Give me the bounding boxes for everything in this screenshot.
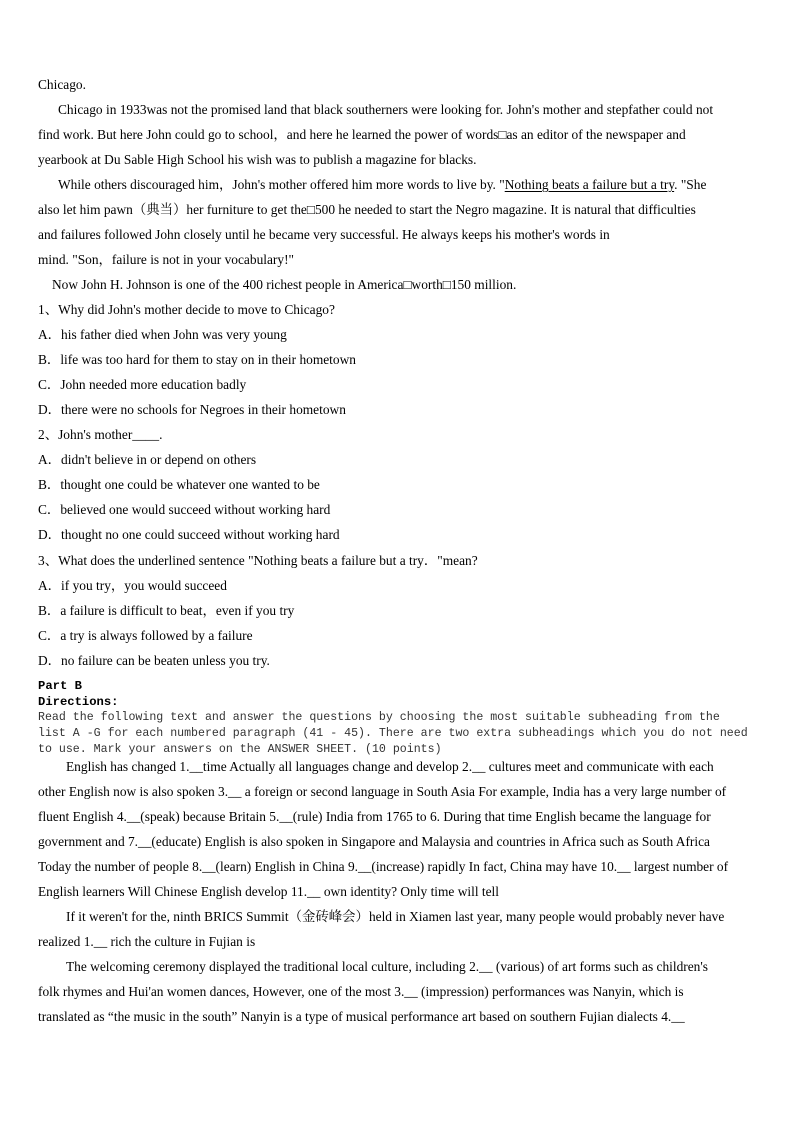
question-stem: 3、What does the underlined sentence "Nothing beats a failure but a try．"mean? — [38, 553, 478, 568]
passage-line: folk rhymes and Hui'an women dances, However, one of the most 3.__ (impression) performances was Nanyin, which is — [38, 984, 684, 999]
passage-line: English learners Will Chinese English develop 11.__ own identity? Only time will tell — [38, 884, 499, 899]
option: D．thought no one could succeed without working hard — [38, 527, 340, 542]
option: D．there were no schools for Negroes in their hometown — [38, 402, 346, 417]
option: C．John needed more education badly — [38, 377, 247, 392]
option: A．didn't believe in or depend on others — [38, 452, 257, 467]
option: C．believed one would succeed without working hard — [38, 502, 331, 517]
option: C．a try is always followed by a failure — [38, 628, 253, 643]
passage-line: The welcoming ceremony displayed the traditional local culture, including 2.__ (various) of art forms such as children's — [66, 959, 708, 974]
passage-line: government and 7.__(educate) English is also spoken in Singapore and Malaysia and countries in Africa such as South Africa — [38, 834, 710, 849]
passage-line: fluent English 4.__(speak) because Britain 5.__(rule) India from 1765 to 6. During that time English became the language for — [38, 809, 711, 824]
passage-line: other English now is also spoken 3.__ a foreign or second language in South Asia For example, India has a very large number of — [38, 784, 727, 799]
passage-line: If it weren't for the, ninth BRICS Summit（金砖峰会）held in Xiamen last year, many people would probably never have — [66, 909, 725, 924]
option: A．if you try，you would succeed — [38, 578, 227, 593]
passage-line — [58, 172, 706, 197]
passage-line: realized 1.__ rich the culture in Fujian is — [38, 934, 256, 949]
option: D．no failure can be beaten unless you try. — [38, 653, 270, 668]
directions-text: to use. Mark your answers on the ANSWER SHEET. (10 points) — [38, 743, 442, 756]
option: A．his father died when John was very young — [38, 327, 287, 342]
option: B．a failure is difficult to beat，even if you try — [38, 603, 295, 618]
directions-label: Directions: — [38, 695, 119, 709]
passage-line: translated as “the music in the south” Nanyin is a type of musical performance art based on southern Fujian dialects 4.__ — [38, 1009, 685, 1024]
passage-line: Chicago. — [38, 77, 86, 92]
passage-line: Today the number of people 8.__(learn) English in China 9.__(increase) rapidly In fact, China may have 10.__ largest number of — [38, 859, 729, 874]
passage-line: yearbook at Du Sable High School his wish was to publish a magazine for blacks. — [38, 152, 477, 167]
option: B．life was too hard for them to stay on in their hometown — [38, 352, 356, 367]
passage-line: find work. But here John could go to school，and here he learned the power of words□as an editor of the newspaper and — [38, 127, 686, 142]
directions-text: list A -G for each numbered paragraph (41 - 45). There are two extra subheadings which you do not need — [38, 727, 748, 740]
directions-text: Read the following text and answer the questions by choosing the most suitable subheading from the — [38, 711, 720, 724]
passage-line: Now John H. Johnson is one of the 400 richest people in America□worth□150 million. — [52, 277, 517, 292]
question-stem: 1、Why did John's mother decide to move to Chicago? — [38, 302, 335, 317]
passage-line: also let him pawn（典当）her furniture to get the□500 he needed to start the Negro magazine. It is natural that difficulties — [38, 202, 696, 217]
text: While others discouraged him，John's mother offered him more words to live by. " — [58, 177, 505, 192]
passage-line: English has changed 1.__time Actually all languages change and develop 2.__ cultures meet and communicate with each — [66, 759, 714, 774]
passage-line: mind. "Son，failure is not in your vocabulary!" — [38, 252, 295, 267]
underlined-sentence: Nothing beats a failure but a try — [504, 177, 675, 192]
text: . "She — [674, 177, 707, 192]
option: B．thought one could be whatever one wanted to be — [38, 477, 320, 492]
question-stem: 2、John's mother____. — [38, 427, 163, 442]
section-title: Part B — [38, 679, 82, 693]
passage-line: Chicago in 1933was not the promised land that black southerners were looking for. John's mother and stepfather could not — [58, 102, 714, 117]
passage-line: and failures followed John closely until he became very successful. He always keeps his mother's words in — [38, 227, 610, 242]
